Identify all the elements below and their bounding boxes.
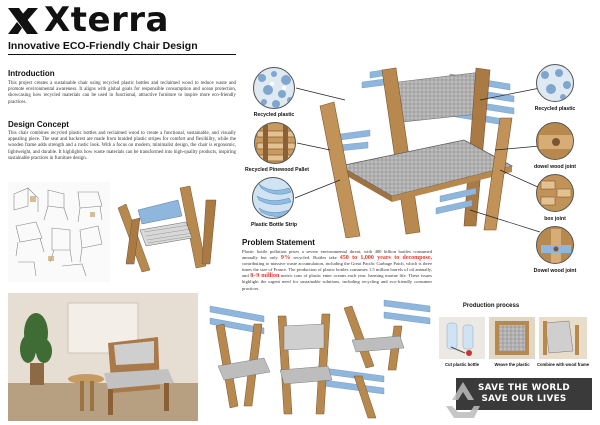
- callout-dowel-joint-2-circle: [536, 226, 574, 264]
- callout-dowel-joint-circle: [536, 122, 574, 160]
- production-heading: Production process: [462, 303, 520, 309]
- introduction-heading: Introduction: [8, 69, 55, 78]
- introduction-text: This project creates a sustainable chair using recycled plastic bottles and reclaimed wood to reduce waste and promote environmental awareness. It aligns with global goals for responsible consumption and ocean protection, showcasing how recycled materials can be used in functional, attractive furniture to inspire more eco-friendly practices.: [8, 81, 236, 105]
- brand-title: Xterra: [44, 0, 170, 40]
- cta-line-2: SAVE OUR LIVES: [481, 394, 567, 404]
- production-step-2-label: Weave the plastic: [494, 362, 530, 367]
- production-step-1-photo: [439, 317, 485, 359]
- callout-recycled-plastic-label: Recycled plastic: [534, 106, 576, 112]
- problem-heading: Problem Statement: [242, 238, 315, 247]
- page-subtitle: Innovative ECO-Friendly Chair Design: [8, 40, 198, 52]
- cta-line-1: SAVE THE WORLD: [478, 383, 570, 393]
- callout-recycled-plastic-circle: [536, 64, 574, 102]
- design-concept-text: This chair combines recycled plastic bottles and reclaimed wood to create a functional, sustainable, and visually appealing piece. The seat and backrest are made from braided plastic stripes for comfort and flexibility, while the wooden frame adds strength and a rustic look. With a focus on modern, minimalist design, the chair is ergonomic, lightweight, and durable. It highlights how waste materials can be transformed into high-quality products, inspiring sustainable practices in furniture design.: [8, 131, 236, 161]
- callout-dowel-joint-label: dowel wood joint: [533, 164, 577, 170]
- chair-renders-collage: [204, 296, 432, 420]
- stat-decompose-years: 450 to 1,000 years to decompose,: [339, 255, 433, 262]
- callout-box-joint-label: box joint: [544, 216, 566, 222]
- recycle-icon: [440, 380, 486, 422]
- recycled-pinewood-label: Recycled Pinewood Pallet: [244, 167, 309, 173]
- production-step-3-label: Combine with wood frame: [536, 362, 590, 367]
- room-scene-photo: [8, 293, 198, 421]
- plastic-bottle-strip-label: Plastic Bottle Strip: [250, 222, 298, 228]
- callout-dowel-joint-2-label: Dowel wood joint: [533, 268, 577, 274]
- production-step-2-photo: [489, 317, 535, 359]
- production-step-1-label: Cut plastic bottle: [445, 362, 479, 367]
- design-concept-heading: Design Concept: [8, 120, 69, 129]
- recycled-plastic-label: Recycled plastic: [253, 112, 295, 118]
- production-step-3-photo: [539, 317, 587, 359]
- stat-recycled-percent: 9%: [280, 254, 291, 262]
- problem-text: Plastic bottle pollution poses a severe environmental threat, with 480 billion bottles consumed annually but only 9% recycled. Bottles take 450 to 1,000 years to decompose, contributing to massive waste accumulation, including the Great Pacific Garbage Patch, which is three times the size of France. The production of plastic bottles consumes 1.5 million barrels of oil annually, and 8–9 million metric tons of plastic enter oceans each year, harming marine life. These issues highlight the urgent need for sustainable solutions, including recycling and eco-friendly consumer practices.: [242, 249, 433, 291]
- stat-ocean-tons: 8–9 million: [250, 273, 280, 280]
- callout-box-joint-circle: [536, 174, 574, 212]
